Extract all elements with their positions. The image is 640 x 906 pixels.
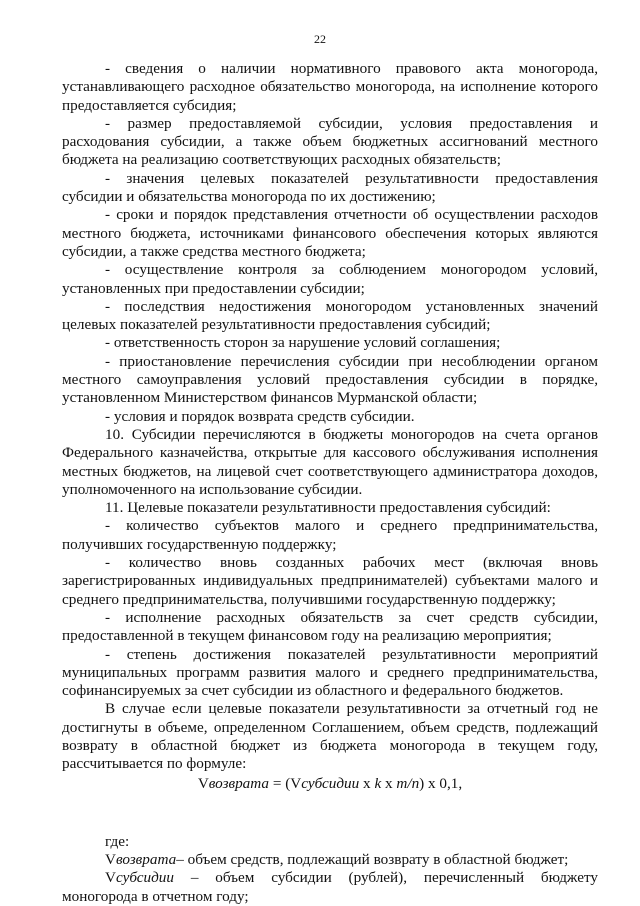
paragraph: - исполнение расходных обязательств за счет средств субсидии, предоставленной в текущем финансовом году на реализацию мероприятия;	[62, 608, 598, 645]
paragraph: - условия и порядок возврата средств субсидии.	[105, 407, 415, 425]
paragraph: В случае если целевые показатели результативности за отчетный год не достигнуты в объеме, определенном Соглашением, объем средств, подлежащий возврату в областной бюджет из бюджета моногорода в текущем году, рассчитывается по формуле:	[62, 700, 598, 773]
paragraph: - осуществление контроля за соблюдением моногородом условий, установленных при предоставлении субсидии;	[62, 261, 598, 297]
formula-mn: m/n	[396, 774, 420, 792]
paragraph: - ответственность сторон за нарушение условий соглашения;	[105, 334, 501, 352]
definition-text: – объем субсидии (рублей), перечисленный бюджету моногорода в отчетном году;	[62, 869, 598, 905]
page-number: 22	[314, 32, 326, 46]
formula-part: x	[359, 774, 375, 792]
paragraph: - сроки и порядок представления отчетности об осуществлении расходов местного бюджета, источниками финансового обеспечения которых являются субсидии, а также средства местного бюджета;	[62, 206, 598, 260]
definition-return	[62, 851, 598, 869]
formula-part: ) x 0,1,	[419, 774, 463, 792]
formula-v: V	[197, 774, 209, 792]
formula-part: = (V	[269, 774, 302, 792]
definition-v: V	[105, 851, 116, 869]
definition-sub: субсидии	[115, 869, 174, 887]
paragraph: - размер предоставляемой субсидии, условия предоставления и расходования субсидии, а также объем бюджетных ассигнований местного бюджета на реализацию соответствующих расходных обязательств;	[62, 114, 598, 169]
paragraph: - сведения о наличии нормативного правового акта моногорода, устанавливающего расходное обязательство моногорода, на исполнение которого предоставляется субсидия;	[62, 60, 598, 114]
definition-text: – объем средств, подлежащий возврату в областной бюджет;	[176, 851, 569, 869]
paragraph: - приостановление перечисления субсидии при несоблюдении органом местного самоуправления условий предоставления субсидии в порядке, установленном Министерством финансов Мурманской области;	[62, 352, 598, 407]
paragraph: - количество вновь созданных рабочих мест (включая вновь зарегистрированных индивидуальных предпринимателей) субъектами малого и среднего предпринимательства, получившими государственную поддержку;	[62, 554, 598, 608]
paragraph: - степень достижения показателей результативности мероприятий муниципальных программ развития малого и среднего предпринимательства, софинансируемых за счет субсидии из областного и федерального бюджетов.	[62, 645, 598, 700]
definition-sub: возврата	[115, 851, 177, 869]
formula-k: k	[374, 774, 382, 792]
paragraph: - последствия недостижения моногородом установленных значений целевых показателей результативности предоставления субсидий;	[62, 297, 598, 334]
document-body	[62, 60, 598, 906]
formula-part: x	[381, 774, 397, 792]
definition-subsidy	[62, 869, 598, 906]
definition-v: V	[105, 869, 116, 887]
formula	[62, 775, 598, 793]
where-label: где:	[105, 832, 130, 850]
paragraph: - значения целевых показателей результативности предоставления субсидии и обязательства моногорода по их достижению;	[62, 169, 598, 206]
paragraph: 10. Субсидии перечисляются в бюджеты моногородов на счета органов Федерального казначейства, открытые для кассового обслуживания исполнения местных бюджетов, на лицевой счет соответствующего администратора доходов, уполномоченного на использование субсидии.	[62, 425, 598, 498]
formula-sub-subsidy: субсидии	[301, 774, 360, 792]
paragraph: 11. Целевые показатели результативности предоставления субсидий:	[105, 499, 551, 517]
paragraph: - количество субъектов малого и среднего предпринимательства, получивших государственную поддержку;	[62, 517, 598, 553]
formula-sub-return: возврата	[208, 774, 270, 792]
